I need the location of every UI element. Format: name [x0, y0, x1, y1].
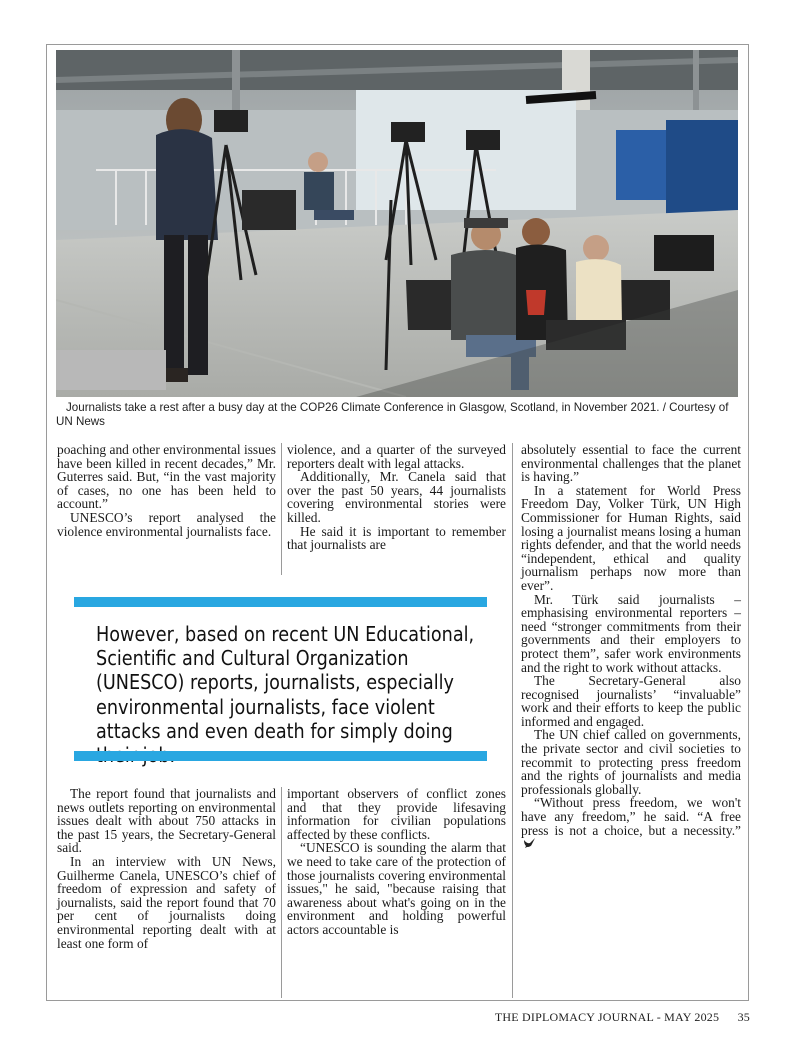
pull-quote: However, based on recent UN Educational, Scientific and Cultural Organization (UNESCO) reports, journalists, especially environmental journalists, face violent attacks and even death for simply doing — [96, 622, 475, 743]
column-divider — [281, 787, 282, 998]
paragraph: “UNESCO is sounding the alarm that we need to take care of the protection of those journalists covering environmental issues," he said, "because raising that awareness about what's going on in the environment and holding powerful actors accountable is — [287, 840, 506, 937]
article-photo — [56, 50, 738, 397]
closing-quote-text: “Without press freedom, we won't have any freedom,” he said. “A free press is not a choice, but a necessity.” — [521, 795, 741, 838]
dove-end-icon — [523, 837, 536, 849]
column-3 — [521, 443, 741, 851]
paragraph: The UN chief called on governments, the private sector and civil societies to recommit to protecting press freedom and the rights of journalists and media professionals globally. — [521, 727, 741, 797]
pull-quote-bar-bottom — [74, 751, 487, 761]
column-1-bottom — [57, 787, 276, 950]
paragraph: violence, and a quarter of the surveyed reporters dealt with legal attacks. — [287, 442, 506, 471]
paragraph: important observers of conflict zones and that they provide lifesaving information for civilian populations affected by these conflicts. — [287, 786, 506, 842]
page-footer — [470, 1010, 750, 1025]
column-divider — [281, 443, 282, 575]
paragraph: In an interview with UN News, Guilherme Canela, UNESCO’s chief of freedom of expression and safety of journalists, said the report found that 70 per cent of journalists doing environmental reporting dealt with at least one form of — [57, 853, 276, 951]
paragraph: Additionally, Mr. Canela said that over the past 50 years, 44 journalists covering environmental stories were killed. — [287, 469, 506, 525]
publication-name: THE DIPLOMACY JOURNAL - MAY 2025 — [494, 1010, 720, 1024]
photo-caption: Journalists take a rest after a busy day at the COP26 Climate Conference in Glasgow, Scotland, in November 2021. / Courtesy of UN News — [56, 401, 729, 428]
paragraph — [521, 796, 741, 850]
paragraph: absolutely essential to face the current environmental challenges that the planet is having.” — [521, 442, 741, 485]
column-1-top — [57, 443, 276, 538]
paragraph: In a statement for World Press Freedom Day, Volker Türk, UN High Commissioner for Human Rights, said losing a journalist means losing a human rights defender, and that the world needs “independent, ethical and quality journalism perhaps now more than ever”. — [521, 482, 741, 593]
paragraph: UNESCO’s report analysed the violence environmental journalists face. — [57, 509, 276, 539]
paragraph: He said it is important to remember that journalists are — [287, 523, 506, 553]
photo-illustration — [56, 50, 738, 397]
paragraph: The report found that journalists and news outlets reporting on environmental issues dealt with about 750 attacks in the past 15 years, the Secretary-General said. — [57, 786, 276, 856]
column-2-top — [287, 443, 506, 552]
page-number: 35 — [737, 1010, 750, 1024]
paragraph: poaching and other environmental issues have been killed in recent decades,” Mr. Guterres said. But, “in the vast majority of cases, no one has been held to account.” — [57, 442, 276, 512]
paragraph: The Secretary-General also recognised journalists’ “invaluable” work and their efforts to keep the public informed and engaged. — [521, 673, 741, 729]
column-divider — [512, 443, 513, 998]
column-2-bottom — [287, 787, 506, 937]
paragraph: Mr. Türk said journalists – emphasising environmental reporters – need “stronger commitments from their governments and their employers to protect them”, safer work environments and the right to work without attacks. — [521, 591, 741, 675]
pull-quote-bar-top — [74, 597, 487, 607]
